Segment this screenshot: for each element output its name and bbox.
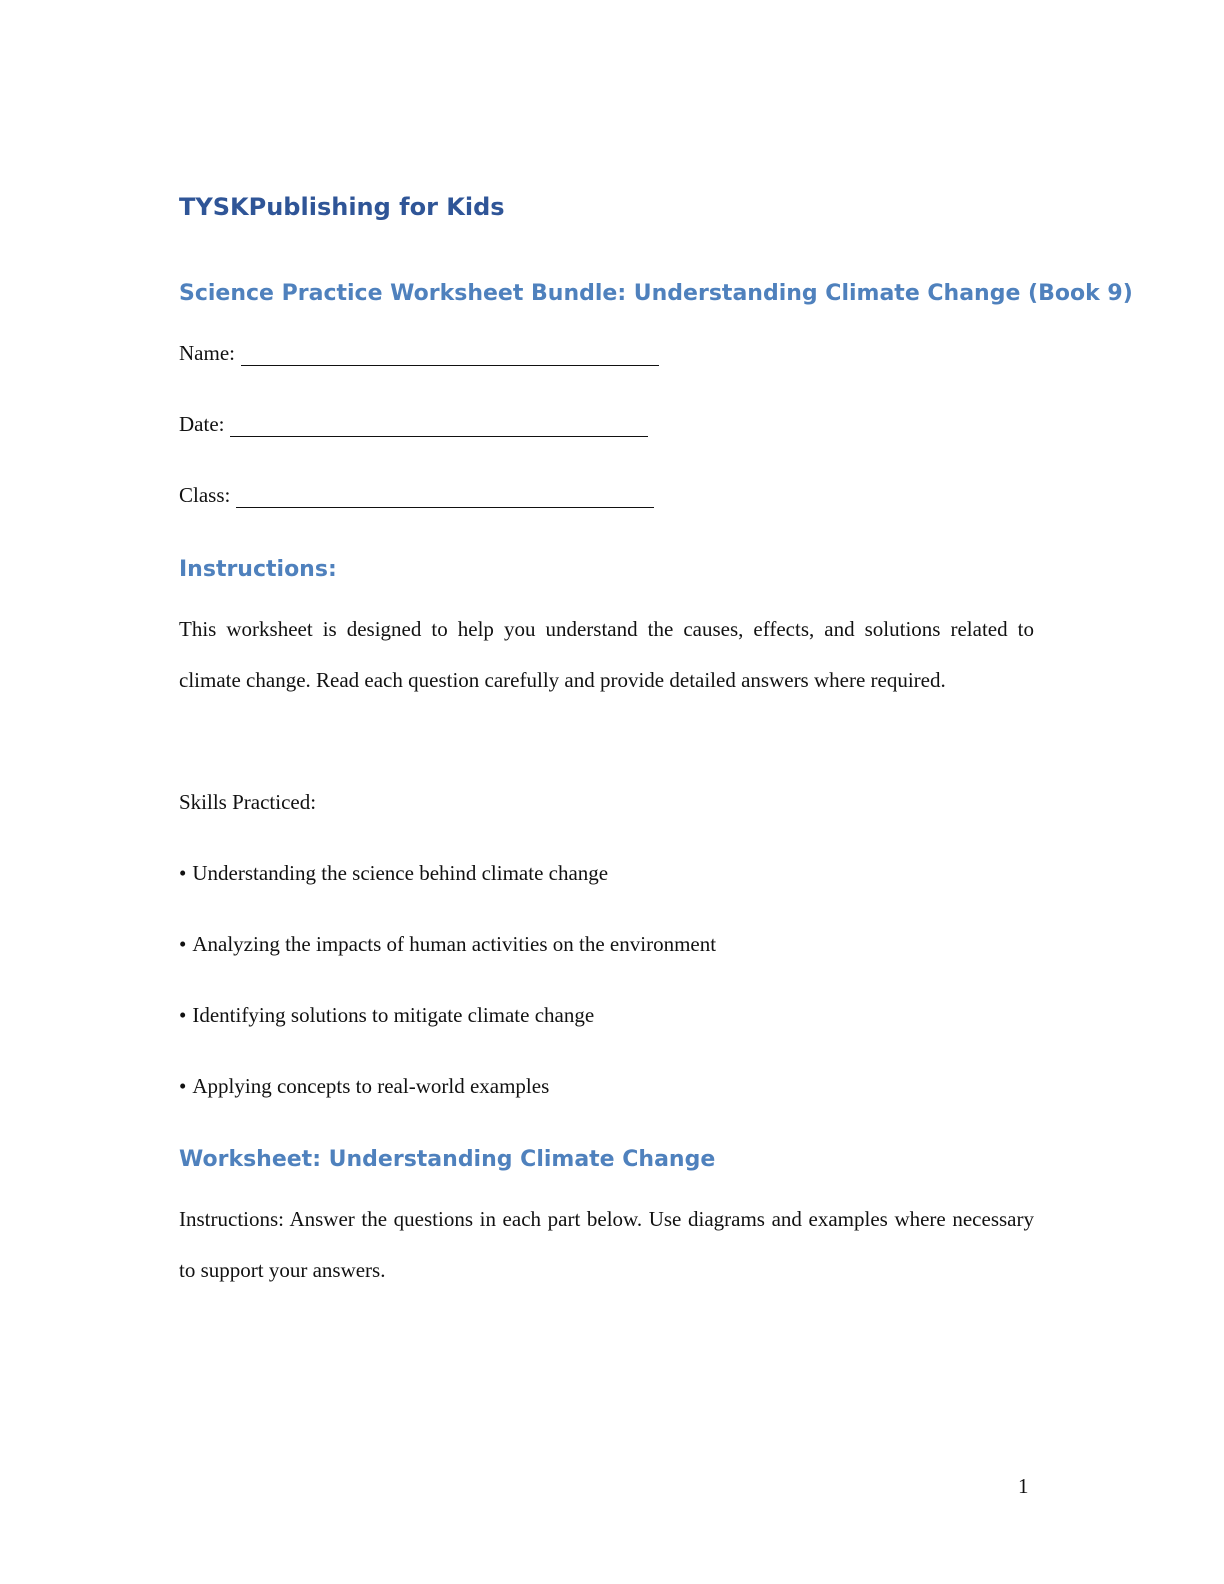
worksheet-instructions-paragraph: Instructions: Answer the questions in each part below. Use diagrams and examples where necessary to support your answers. [179,1207,1034,1282]
name-blank-line[interactable] [241,347,659,366]
worksheet-bundle-title: Science Practice Worksheet Bundle: Understanding Climate Change (Book 9) [179,281,1133,306]
date-label: Date: [179,412,225,436]
skill-item-label: Identifying solutions to mitigate climate change [192,1003,595,1027]
bullet-icon: • [179,861,187,885]
name-field[interactable] [179,341,659,366]
bullet-icon: • [179,932,187,956]
name-label: Name: [179,341,235,365]
skills-label: Skills Practiced: [179,790,317,814]
date-blank-line[interactable] [230,418,648,437]
worksheet-heading: Worksheet: Understanding Climate Change [179,1147,716,1172]
skill-item [179,1003,594,1028]
bullet-icon: • [179,1074,187,1098]
skill-item-label: Understanding the science behind climate change [192,861,609,885]
instructions-paragraph: This worksheet is designed to help you understand the causes, effects, and solutions related to climate change. Read each question carefully and provide detailed answers where required. [179,617,1034,692]
bullet-icon: • [179,1003,187,1027]
class-label: Class: [179,483,231,507]
skill-item-label: Applying concepts to real-world examples [192,1074,550,1098]
class-field[interactable] [179,483,654,508]
skill-item [179,1074,549,1099]
skill-item [179,932,716,957]
instructions-heading: Instructions: [179,557,337,582]
date-field[interactable] [179,412,648,437]
skill-item-label: Analyzing the impacts of human activities on the environment [192,932,717,956]
page-number: 1 [1018,1474,1029,1498]
class-blank-line[interactable] [236,489,654,508]
skill-item [179,861,608,886]
publisher-heading: TYSKPublishing for Kids [179,193,505,221]
